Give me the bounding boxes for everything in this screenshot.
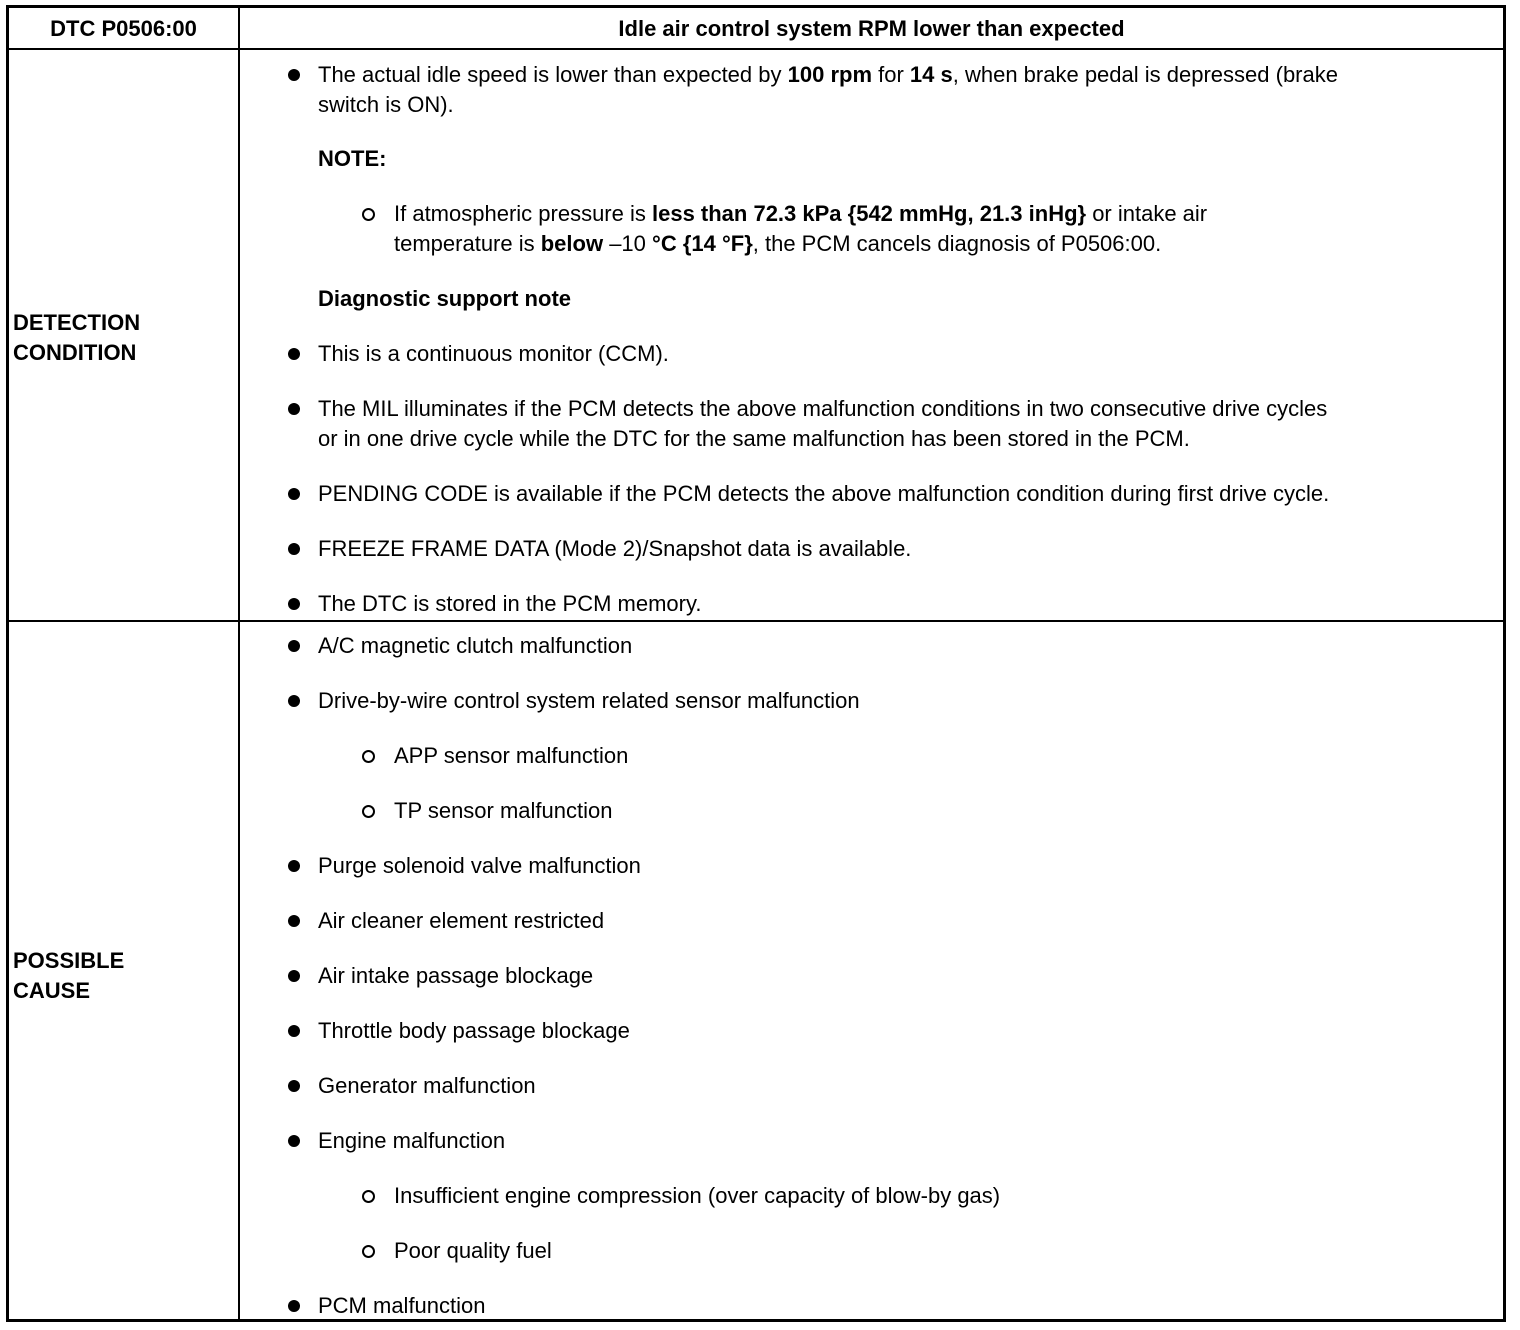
sub-bullet-icon	[362, 750, 375, 763]
bullet-icon	[288, 1135, 300, 1147]
cause-item: Purge solenoid valve malfunction	[318, 853, 641, 878]
cause-sub-item: Insufficient engine compression (over capacity of blow-by gas)	[394, 1183, 1001, 1208]
dtc-table	[6, 5, 1506, 1322]
bullet-icon	[288, 915, 300, 927]
cause-item: Engine malfunction	[318, 1128, 506, 1153]
cause-sub-item: TP sensor malfunction	[394, 798, 613, 823]
detection-item: This is a continuous monitor (CCM).	[318, 341, 669, 366]
sub-bullet-icon	[362, 208, 375, 221]
cause-sub-item: APP sensor malfunction	[394, 743, 629, 768]
cause-item: Air intake passage blockage	[318, 963, 594, 988]
detection-item: PENDING CODE is available if the PCM detects the above malfunction condition during first drive cycle.	[318, 481, 1330, 506]
bullet-icon	[288, 348, 300, 360]
detection-condition-label: DETECTION CONDITION	[13, 310, 141, 365]
cause-sub-item: Poor quality fuel	[394, 1238, 552, 1263]
cause-item: Air cleaner element restricted	[318, 908, 605, 933]
detection-item: FREEZE FRAME DATA (Mode 2)/Snapshot data is available.	[318, 536, 912, 561]
bullet-icon	[288, 1080, 300, 1092]
detection-item: The actual idle speed is lower than expected by 100 rpm for 14 s, when brake pedal is depressed (brake switch is ON).	[318, 62, 1338, 117]
dtc-title: Idle air control system RPM lower than expected	[618, 16, 1125, 41]
bullet-icon	[288, 598, 300, 610]
bullet-icon	[288, 970, 300, 982]
sub-bullet-icon	[362, 805, 375, 818]
bullet-icon	[288, 543, 300, 555]
cause-item: Drive-by-wire control system related sensor malfunction	[318, 688, 860, 713]
note-heading: NOTE:	[318, 146, 387, 171]
dtc-code: DTC P0506:00	[50, 16, 197, 41]
bullet-icon	[288, 403, 300, 415]
cause-item: PCM malfunction	[318, 1293, 486, 1318]
bullet-icon	[288, 640, 300, 652]
row-divider	[9, 620, 1503, 622]
note-item: If atmospheric pressure is less than 72.3 kPa {542 mmHg, 21.3 inHg} or intake air temperature is below –10 °C {14 °F}, the PCM cancels diagnosis of P0506:00.	[394, 201, 1208, 256]
support-note-heading: Diagnostic support note	[318, 286, 571, 311]
bullet-icon	[288, 1025, 300, 1037]
bullet-icon	[288, 1300, 300, 1312]
detection-item: The MIL illuminates if the PCM detects the above malfunction conditions in two consecutive drive cycles or in one drive cycle while the DTC for the same malfunction has been stored in the PCM.	[318, 396, 1328, 451]
cause-item: Generator malfunction	[318, 1073, 536, 1098]
bullet-icon	[288, 69, 300, 81]
column-divider	[238, 8, 240, 1319]
bullet-icon	[288, 695, 300, 707]
detection-item: The DTC is stored in the PCM memory.	[318, 591, 702, 616]
possible-cause-label: POSSIBLE CAUSE	[13, 948, 125, 1003]
bullet-icon	[288, 488, 300, 500]
cause-item: Throttle body passage blockage	[318, 1018, 630, 1043]
bullet-icon	[288, 860, 300, 872]
cause-item: A/C magnetic clutch malfunction	[318, 633, 633, 658]
sub-bullet-icon	[362, 1190, 375, 1203]
sub-bullet-icon	[362, 1245, 375, 1258]
